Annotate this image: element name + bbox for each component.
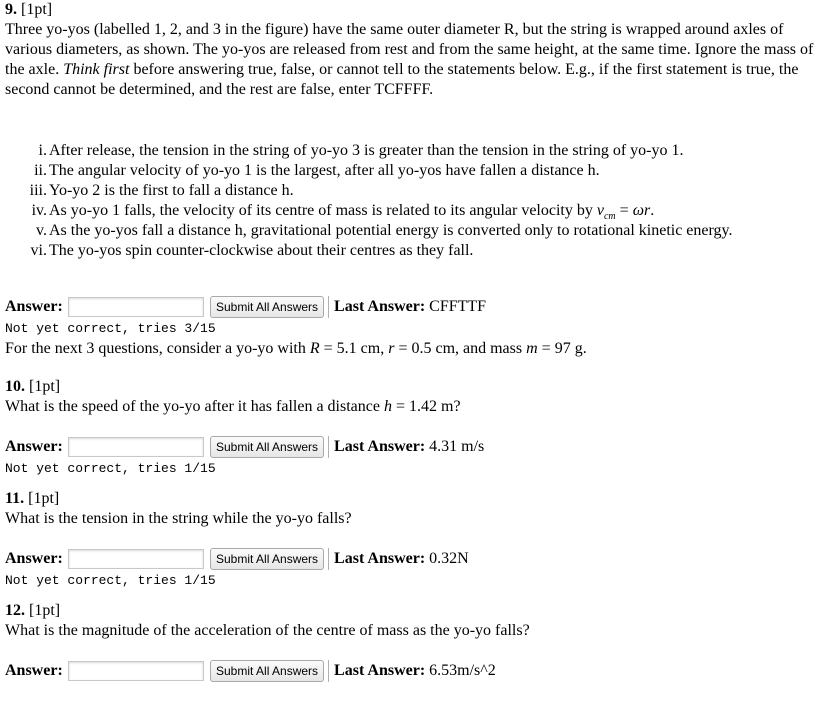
question-10-text [5, 397, 827, 417]
statement-text: As the yo-yos fall a distance h, gravitational potential energy is converted only to rotational kinetic energy. [49, 222, 733, 239]
question-10 [5, 377, 827, 479]
statement-text-part: As yo-yo 1 falls, the velocity of its centre of mass is related to its angular velocity by [49, 202, 597, 219]
question-11-points: [1pt] [28, 490, 60, 507]
statement-number: ii. [34, 162, 47, 179]
question-11-header [5, 489, 827, 509]
shared-context [5, 339, 827, 359]
last-answer [328, 436, 484, 458]
math-h: h [383, 398, 392, 415]
answer-input-12[interactable] [68, 661, 204, 681]
statement-number: iv. [31, 202, 47, 219]
m-value: = 97 g. [537, 340, 587, 357]
last-answer-value: 6.53m/s^2 [425, 662, 496, 679]
status-message-10: Not yet correct, tries 1/15 [5, 461, 216, 476]
spacer [5, 641, 827, 659]
think-first-emphasis: Think first [63, 61, 130, 78]
question-9-intro-text: Three yo-yos (labelled 1, 2, and 3 in the figure) have the same outer diameter R, but the string is wrapped around axles of various diameters, as shown. The yo-yos are released from rest and from the same height, at the same time. Ignore the mass of the axle. [5, 21, 814, 78]
answer-row-11 [5, 547, 827, 571]
math-subscript: cm [603, 211, 616, 222]
spacer [5, 479, 827, 489]
statement-list [5, 141, 827, 261]
answer-label: Answer: [5, 550, 63, 567]
math-r: r [388, 340, 395, 357]
question-9-header [5, 0, 827, 20]
last-answer-value: 4.31 m/s [425, 438, 485, 455]
submit-all-answers-button[interactable]: Submit All Answers [210, 436, 324, 458]
answer-label: Answer: [5, 438, 63, 455]
spacer [5, 591, 827, 601]
question-10-text-part: What is the speed of the yo-yo after it has fallen a distance [5, 398, 384, 415]
last-answer-label: Last Answer: [334, 662, 426, 679]
statement-number: i. [38, 142, 47, 159]
last-answer-value: CFFTTF [425, 298, 487, 315]
last-answer-label: Last Answer: [334, 438, 426, 455]
statement-number: vi. [30, 242, 47, 259]
r-value: = 0.5 cm, and mass [394, 340, 527, 357]
answer-input-9[interactable] [68, 297, 204, 317]
answer-label: Answer: [5, 298, 63, 315]
statement-6 [5, 241, 827, 261]
statement-4 [5, 201, 827, 221]
question-9-intro [5, 20, 827, 100]
spacer [5, 261, 827, 295]
statement-5 [5, 221, 827, 241]
submit-all-answers-button[interactable]: Submit All Answers [210, 660, 324, 682]
last-answer-label: Last Answer: [334, 550, 426, 567]
last-answer-value: 0.32N [425, 550, 469, 567]
answer-row-10 [5, 435, 827, 459]
spacer [5, 529, 827, 547]
statement-text: The angular velocity of yo-yo 1 is the largest, after all yo-yos have fallen a distance h. [49, 162, 600, 179]
question-12-points: [1pt] [29, 602, 61, 619]
answer-input-10[interactable] [68, 437, 204, 457]
statement-text: The yo-yos spin counter-clockwise about their centres as they fall. [49, 242, 474, 259]
statement-2 [5, 161, 827, 181]
question-9-number: 9. [5, 1, 17, 18]
math-equals: = [615, 202, 633, 219]
answer-row-9 [5, 295, 827, 319]
last-answer [328, 548, 469, 570]
question-10-points: [1pt] [29, 378, 61, 395]
problem-set [5, 0, 827, 683]
statement-text: Yo-yo 2 is the first to fall a distance h. [49, 182, 294, 199]
math-R: R [309, 340, 320, 357]
question-12-header [5, 601, 827, 621]
spacer [5, 359, 827, 377]
question-12 [5, 601, 827, 683]
statement-3 [5, 181, 827, 201]
last-answer [328, 660, 496, 682]
question-12-number: 12. [5, 602, 25, 619]
submit-all-answers-button[interactable]: Submit All Answers [210, 548, 324, 570]
status-message-11: Not yet correct, tries 1/15 [5, 573, 216, 588]
question-12-text: What is the magnitude of the acceleration of the centre of mass as the yo-yo falls? [5, 622, 530, 639]
last-answer-label: Last Answer: [334, 298, 426, 315]
question-11-text: What is the tension in the string while the yo-yo falls? [5, 510, 352, 527]
question-9 [5, 0, 827, 339]
answer-row-12 [5, 659, 827, 683]
statement-text: After release, the tension in the string of yo-yo 3 is greater than the tension in the string of yo-yo 1. [49, 142, 684, 159]
math-m: m [526, 340, 538, 357]
submit-all-answers-button[interactable]: Submit All Answers [210, 296, 324, 318]
status-message-9: Not yet correct, tries 3/15 [5, 321, 216, 336]
question-9-points: [1pt] [21, 1, 53, 18]
spacer [5, 417, 827, 435]
answer-input-11[interactable] [68, 549, 204, 569]
question-11 [5, 489, 827, 591]
question-11-number: 11. [5, 490, 25, 507]
shared-lead: For the next 3 questions, consider a yo-yo with [5, 340, 310, 357]
question-10-number: 10. [5, 378, 25, 395]
question-10-text-part: = 1.42 m? [391, 398, 461, 415]
math-v: v [596, 202, 604, 219]
spacer [5, 100, 827, 141]
statement-1 [5, 141, 827, 161]
statement-number: iii. [29, 182, 47, 199]
last-answer [328, 296, 486, 318]
question-10-header [5, 377, 827, 397]
R-value: = 5.1 cm, [319, 340, 389, 357]
math-omega-r: ωr [632, 202, 651, 219]
question-9-intro2-text: before answering true, false, or cannot tell to the statements below. E.g., if the first statement is true, the second cannot be determined, and the rest are false, enter TCFFFF. [5, 61, 799, 98]
statement-number: v. [36, 222, 47, 239]
statement-text-part: . [650, 202, 655, 219]
answer-label: Answer: [5, 662, 63, 679]
